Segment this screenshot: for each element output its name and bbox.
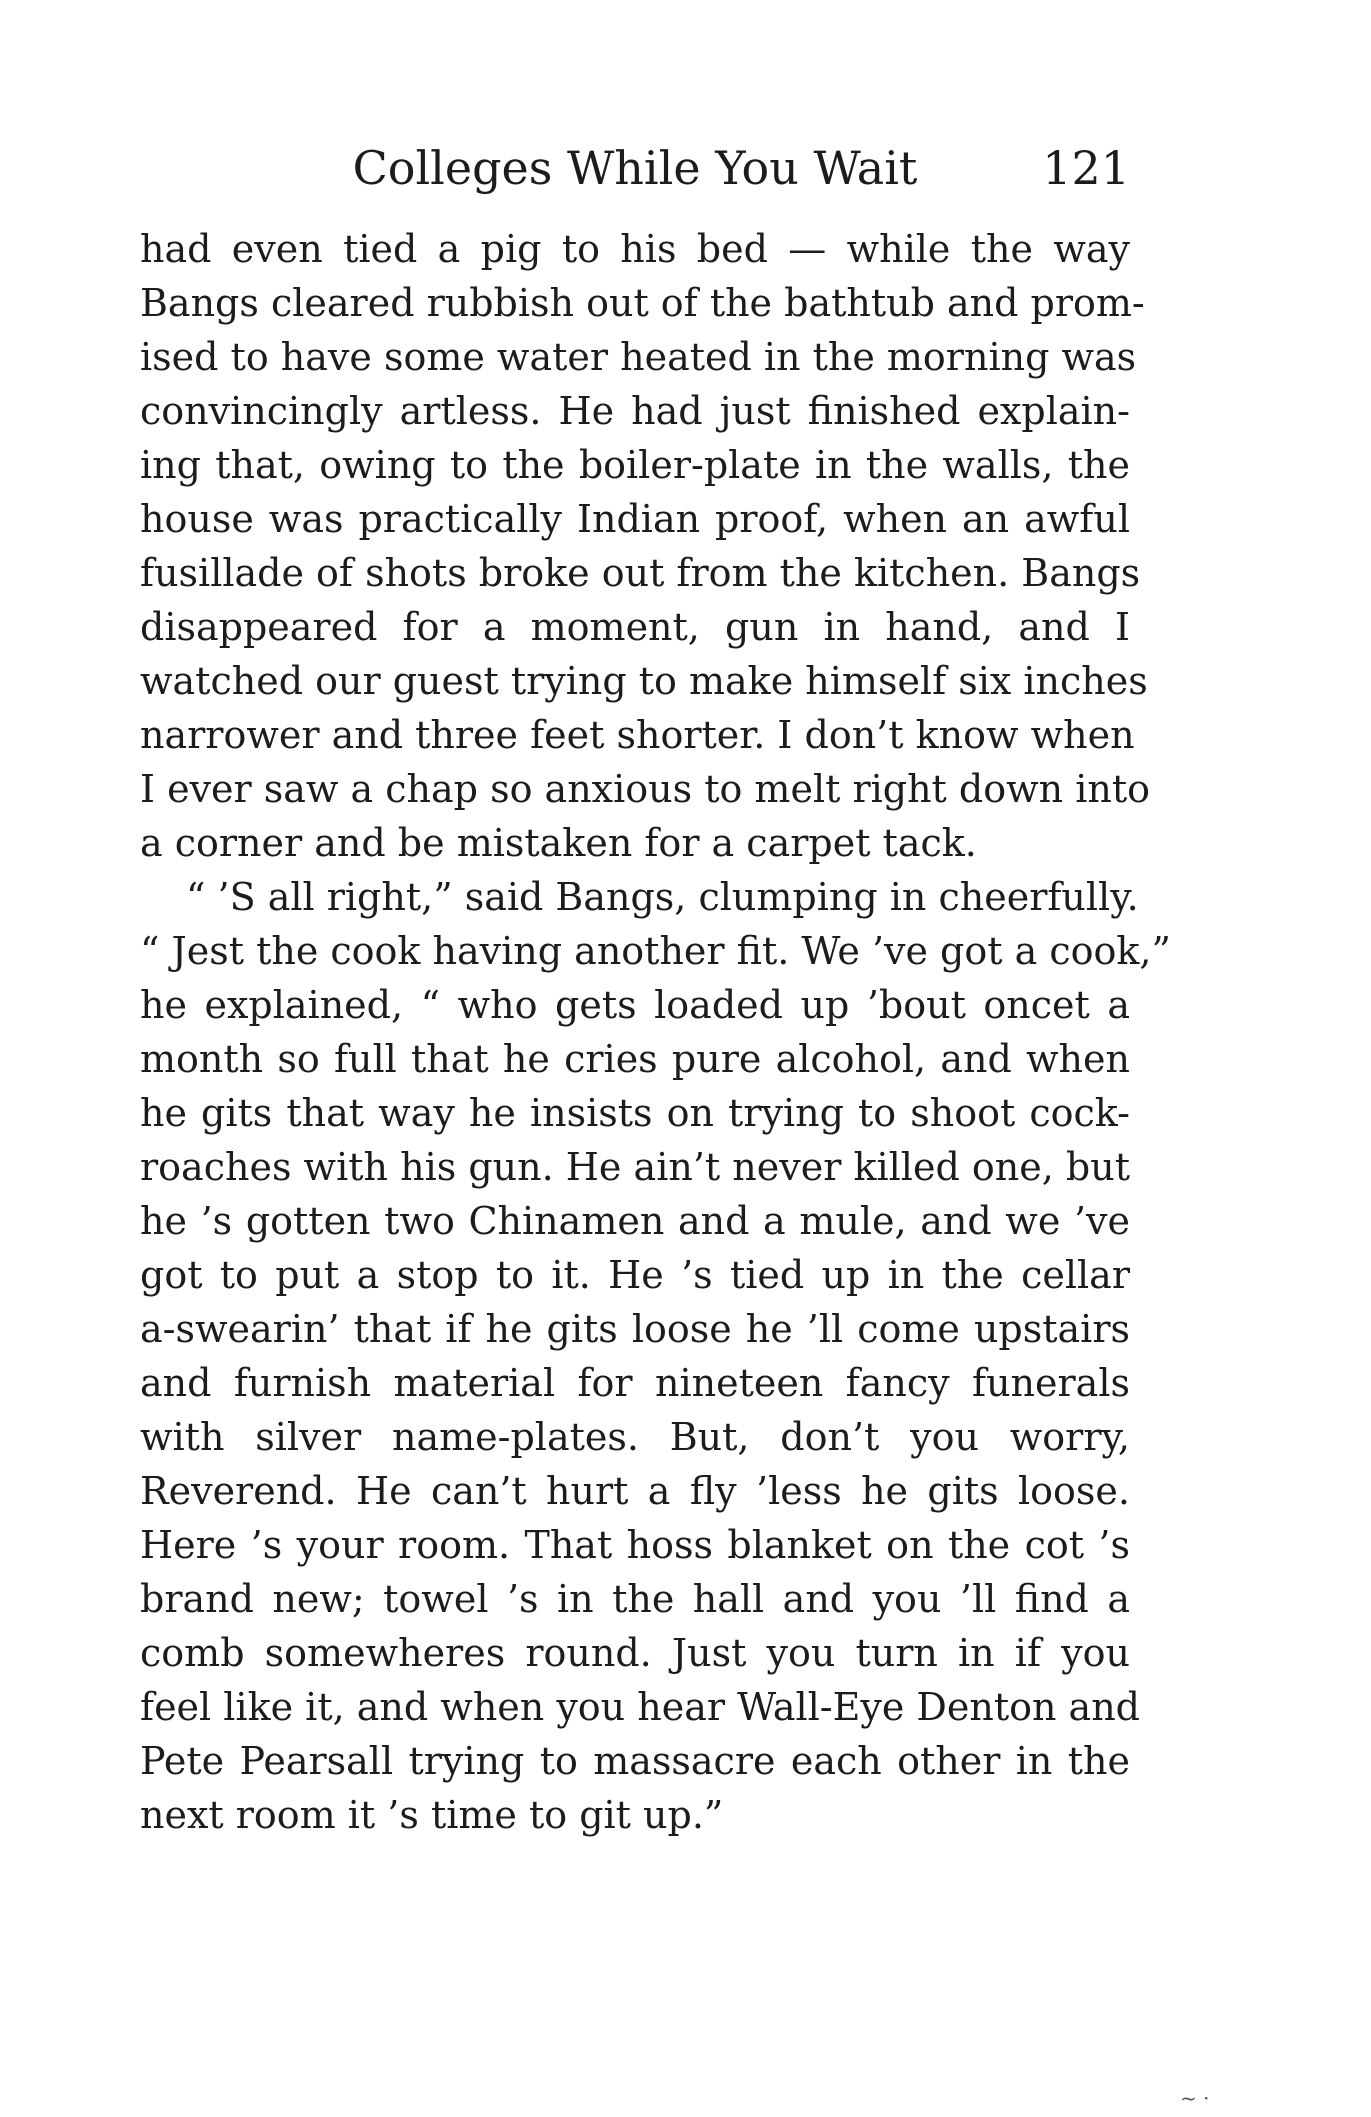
text-line: a-swearin’ that if he gits loose he ’ll come upstairs: [140, 1307, 1130, 1351]
running-title: Colleges While You Wait: [352, 141, 918, 195]
text-line: disappeared for a moment, gun in hand, and I: [140, 605, 1130, 649]
text-line: Reverend. He can’t hurt a fly ’less he gits loose.: [140, 1469, 1130, 1513]
page-header: [140, 138, 1130, 198]
printer-mark: ~ ·: [1180, 2086, 1210, 2110]
text-line: comb somewheres round. Just you turn in if you: [140, 1631, 1130, 1675]
text-line: Here ’s your room. That hoss blanket on the cot ’s: [140, 1523, 1130, 1567]
text-line: ised to have some water heated in the morning was: [140, 335, 1137, 379]
text-line: fusillade of shots broke out from the kitchen. Bangs: [140, 551, 1141, 595]
text-line: watched our guest trying to make himself six inches: [140, 659, 1148, 703]
text-line: Bangs cleared rubbish out of the bathtub and prom-: [140, 281, 1145, 325]
text-line: had even tied a pig to his bed — while the way: [140, 227, 1130, 271]
text-line: roaches with his gun. He ain’t never killed one, but: [140, 1145, 1130, 1189]
text-line: he ’s gotten two Chinamen and a mule, and we ’ve: [140, 1199, 1130, 1243]
paragraph-end-line: a corner and be mistaken for a carpet tack.: [140, 821, 977, 865]
text-line: he explained, “ who gets loaded up ’bout oncet a: [140, 983, 1130, 1027]
text-line: month so full that he cries pure alcohol, and when: [140, 1037, 1130, 1081]
text-line: “ Jest the cook having another fit. We ’ve got a cook,”: [140, 929, 1171, 973]
text-line: convincingly artless. He had just finished explain-: [140, 389, 1130, 433]
paragraph-end-line: next room it ’s time to git up.”: [140, 1793, 724, 1837]
text-line: Pete Pearsall trying to massacre each other in the: [140, 1739, 1130, 1783]
text-line: brand new; towel ’s in the hall and you ’ll find a: [140, 1577, 1130, 1621]
text-line: feel like it, and when you hear Wall-Eye Denton and: [140, 1685, 1141, 1729]
text-line: he gits that way he insists on trying to shoot cock-: [140, 1091, 1130, 1135]
paragraph-start-line: “ ’S all right,” said Bangs, clumping in cheerfully.: [186, 875, 1139, 919]
text-line: I ever saw a chap so anxious to melt right down into: [140, 767, 1150, 811]
page-number: 121: [1042, 141, 1130, 195]
body-text: [140, 222, 1171, 1842]
text-line: house was practically Indian proof, when an awful: [140, 497, 1130, 541]
text-line: with silver name-plates. But, don’t you worry,: [140, 1415, 1130, 1459]
text-line: and furnish material for nineteen fancy funerals: [140, 1361, 1130, 1405]
text-line: got to put a stop to it. He ’s tied up in the cellar: [140, 1253, 1130, 1297]
text-line: narrower and three feet shorter. I don’t know when: [140, 713, 1135, 757]
text-line: ing that, owing to the boiler-plate in the walls, the: [140, 443, 1130, 487]
